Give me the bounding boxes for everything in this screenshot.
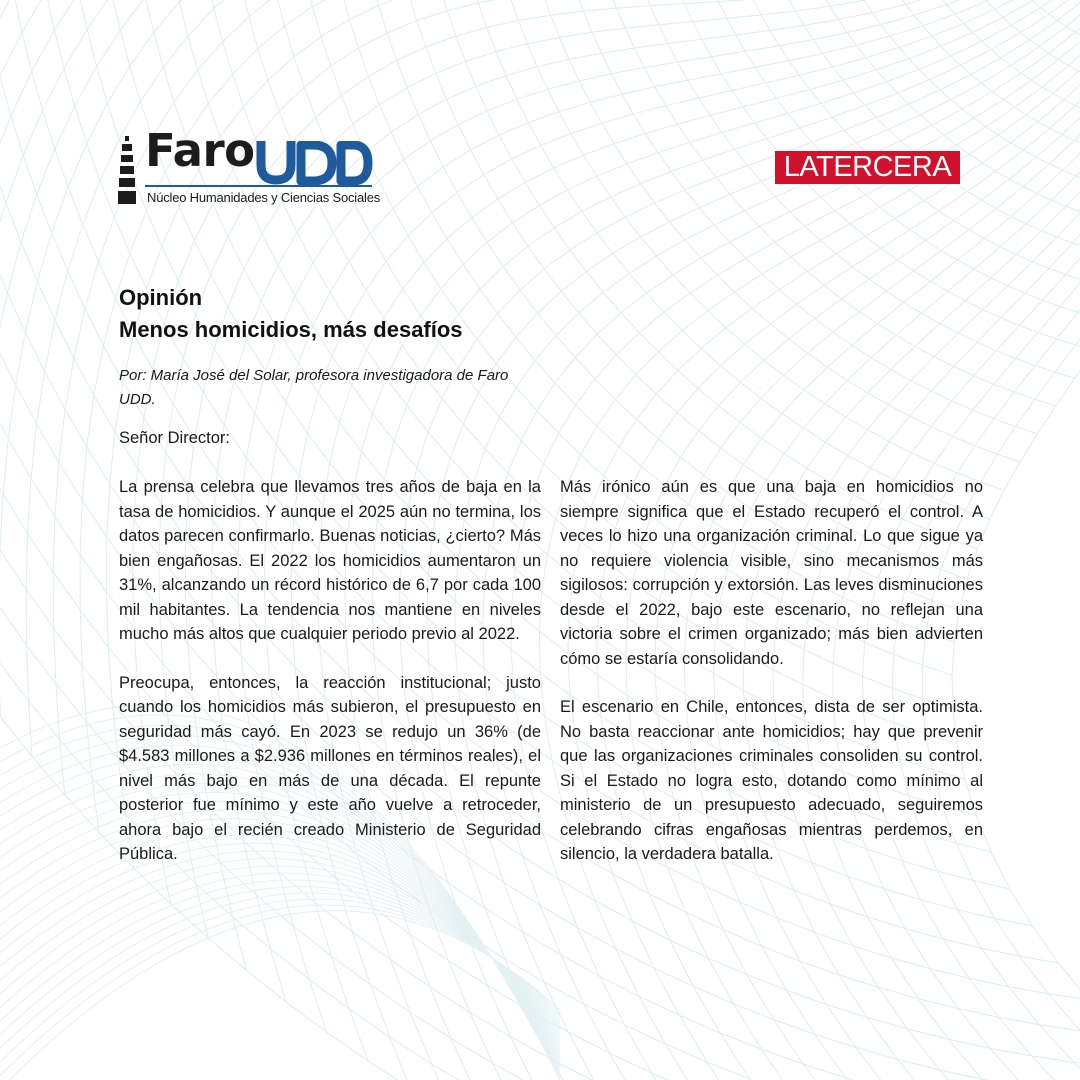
udd-wordmark xyxy=(255,141,373,185)
paragraph: El escenario en Chile, entonces, dista de ser optimista. No basta reaccionar ante homicidios; hay que prevenir que las organizaciones criminales consoliden su control. Si el Estado no logra esto, dotando como mínimo al ministerio de un presupuesto adecuado, seguiremos celebrando cifras engañosas mientras perdemos, en silencio, la verdadera batalla. xyxy=(560,698,983,863)
faro-wordmark: Faro xyxy=(145,124,255,177)
left-column xyxy=(119,475,541,891)
paragraph: La prensa celebra que llevamos tres años de baja en la tasa de homicidios. Y aunque el 2025 aún no termina, los datos parecen confirmarlo. Buenas noticias, ¿cierto? Más bien engañosas. El 2022 los homicidios aumentaron un 31%, alcanzando un récord histórico de 6,7 por cada 100 mil habitantes. La tendencia nos mantiene en niveles mucho más altos que cualquier periodo previo al 2022. xyxy=(119,478,541,643)
article-byline: Por: María José del Solar, profesora investigadora de Faro UDD. xyxy=(119,367,509,408)
faro-subtitle: Núcleo Humanidades y Ciencias Sociales xyxy=(147,190,381,205)
paragraph: Preocupa, entonces, la reacción institucional; justo cuando los homicidios más subieron, el presupuesto en seguridad más cayó. En 2023 se redujo un 36% (de $4.583 millones a $2.936 millones en términos reales), el nivel más bajo en más de una década. El repunte posterior fue mínimo y este año vuelve a retroceder, ahora bajo el recién creado Ministerio de Seguridad Pública. xyxy=(119,673,541,863)
logo-divider xyxy=(145,185,372,187)
right-column xyxy=(560,475,983,891)
salutation: Señor Director: xyxy=(119,429,230,447)
lighthouse-icon xyxy=(118,136,136,204)
section-kicker: Opinión xyxy=(119,285,203,310)
la-tercera-logo: LATERCERA xyxy=(775,151,960,184)
faro-udd-logo xyxy=(118,124,381,210)
article-title: Menos homicidios, más desafíos xyxy=(119,317,463,342)
paragraph: Más irónico aún es que una baja en homicidios no siempre significa que el Estado recuperó el control. A veces lo hizo una organización criminal. Lo que sigue ya no requiere violencia visible, sino mecanismos más sigilosos: corrupción y extorsión. Las leves disminuciones desde el 2022, bajo este escenario, no reflejan una victoria sobre el crimen organizado; más bien advierten cómo se estaría consolidando. xyxy=(560,478,983,668)
